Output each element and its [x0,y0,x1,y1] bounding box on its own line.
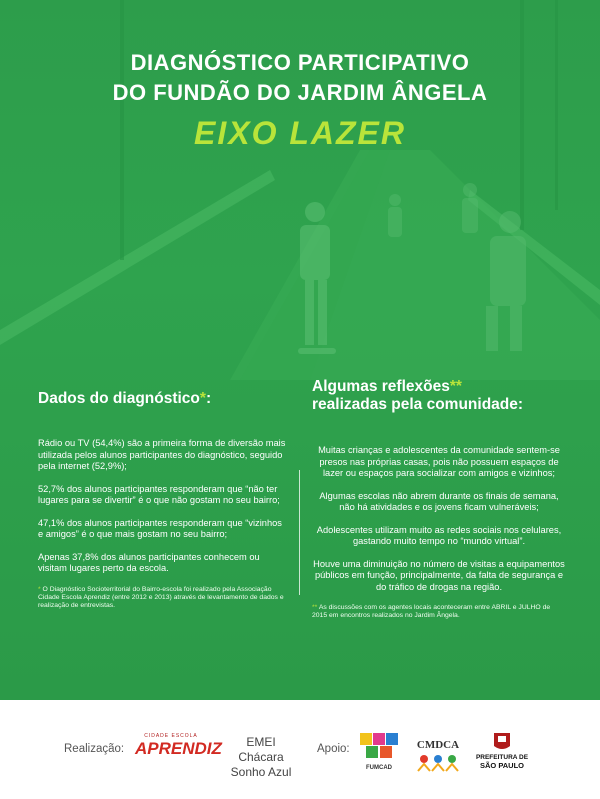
title-line-1: DIAGNÓSTICO PARTICIPATIVO [130,50,470,75]
realizacao-label: Realização: [64,743,125,755]
right-paragraph-2: Algumas escolas não abrem durante os finais de semana, não há atividades e os jovens ficam vulneráveis; [319,490,559,512]
subtitle-eixo-lazer: EIXO LAZER [193,115,406,151]
left-heading-text: Dados do diagnóstico [38,390,200,407]
aprendiz-logo-small-text: CIDADE ESCOLA [144,733,198,739]
left-heading [38,390,288,408]
right-paragraph-1: Muitas crianças e adolescentes da comunidade sentem-se presos nas próprias casas, pois não possuem espaços de lazer ou espaços para socializar com amigos e vizinhos; [318,445,560,478]
right-footnote-text: As discussões com os agentes locais aconteceram entre ABRIL e JULHO de 2015 em encontros realizados no Jardim Ângela. [312,604,551,620]
aprendiz-logo-word: APRENDIZ [135,739,222,758]
left-paragraphs [38,438,288,575]
left-footnote [38,586,288,611]
right-paragraphs [312,445,566,593]
left-footnote-text: O Diagnóstico Socioterritorial do Bairro-escola foi realizado pela Associação Cidade Escola Aprendiz (entre 2012 e 2013) através de levantamento de dados e realização de entrevistas. [38,585,284,610]
right-heading-stars: ** [449,378,462,395]
right-paragraph-3: Adolescentes utilizam muito as redes sociais nos celulares, gastando muito tempo no “mundo virtual”. [316,524,562,546]
left-column [38,390,288,611]
apoio-label: Apoio: [317,743,350,755]
left-paragraph-4: Apenas 37,8% dos alunos participantes conhecem ou visitam lugares perto da escola. [38,551,260,573]
title-line-2: DO FUNDÃO DO JARDIM ÂNGELA [112,80,488,105]
svg-text:FUMCAD: FUMCAD [366,765,392,771]
right-column [312,378,566,621]
aprendiz-logo [135,733,222,763]
emei-logo-text [222,735,300,780]
column-divider [299,470,300,595]
sao-paulo-city-logo [472,730,532,774]
cmdca-logo [408,733,468,773]
guardrail-left [0,170,275,345]
left-paragraph-1: Rádio ou TV (54,4%) são a primeira forma de diversão mais utilizada pelos alunos participantes do diagnóstico, seguido pela internet (52,9%); [38,438,286,471]
heading-star: * [199,390,206,407]
footnote-star: * [38,585,41,593]
svg-text:SÃO PAULO: SÃO PAULO [479,761,525,770]
left-paragraph-2: 52,7% dos alunos participantes responderam que “não ter lugares para se divertir” é o que não gostam no seu bairro; [38,483,280,505]
svg-text:PREFEITURA DE: PREFEITURA DE [475,754,529,761]
left-paragraph-3: 47,1% dos alunos participantes responderam que “vizinhos e amigos” é o que mais gostam no seu bairro; [38,517,282,539]
emei-line-2: Sonho Azul [230,765,292,779]
right-paragraph-4: Houve uma diminuição no número de visitas a equipamentos públicos em função, principalmente, da falta de segurança e do tráfico de drogas na região. [313,558,565,592]
emei-line-1: EMEI Chácara [238,735,284,764]
fumcad-logo [358,731,400,773]
heading-colon: : [205,390,212,407]
footer-logos [0,700,600,799]
right-heading-line-1: Algumas reflexões [312,378,450,395]
right-heading [312,378,566,414]
svg-text:CMDCA: CMDCA [416,739,460,751]
footnote-stars: ** [312,604,318,611]
right-footnote [312,604,566,621]
right-heading-line-2: realizadas pela comunidade: [312,396,524,413]
